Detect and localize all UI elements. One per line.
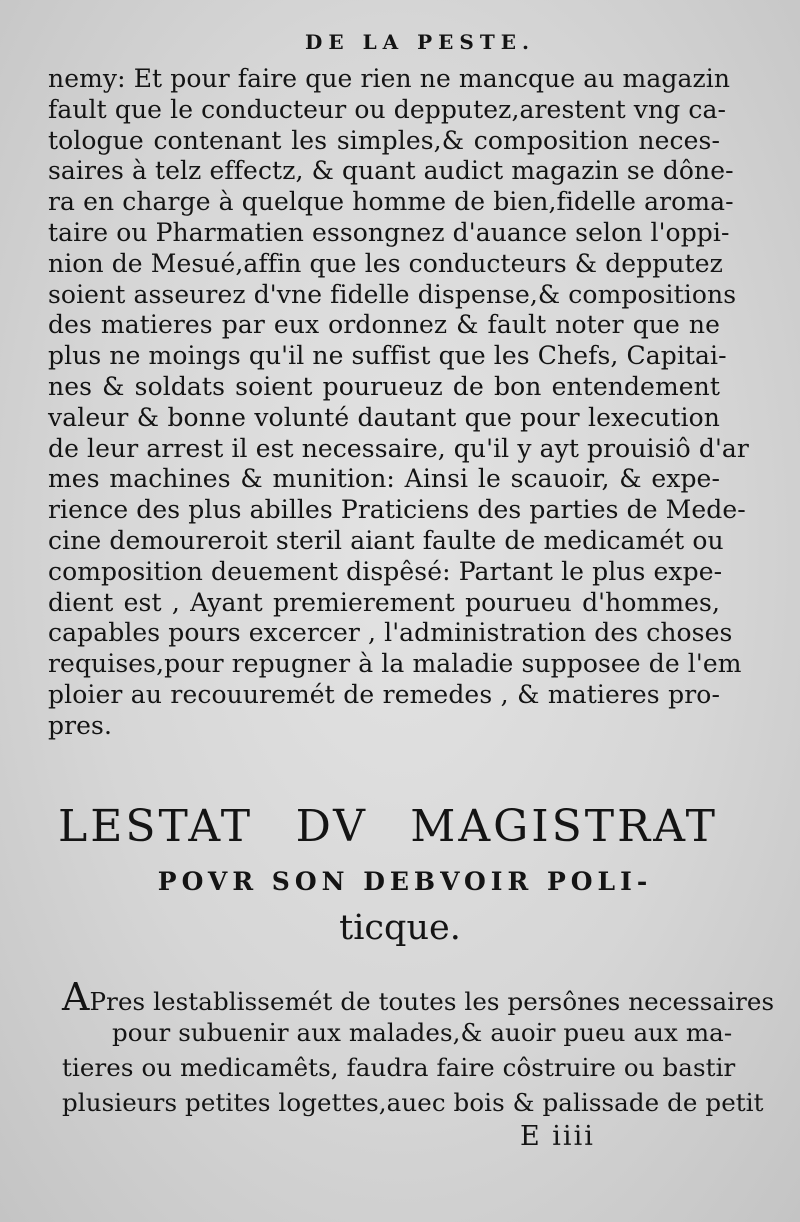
text-line [62,975,775,1019]
drop-cap: A [62,975,90,1019]
text-line: plus ne moings qu'il ne suffist que les Chefs, Capitai- [48,341,727,371]
text-line: capables pours excercer , l'administration des choses [48,618,733,648]
text-line: fault que le conducteur ou depputez,arestent vng ca- [48,94,727,124]
text-line: nemy: Et pour faire que rien ne mancque au magazin [48,64,731,93]
text-line: ra en charge à quelque homme de bien,fidelle aroma- [48,187,734,217]
text-line: de leur arrest il est necessaire, qu'il y ayt prouisiô d'ar [48,433,749,463]
text-line-rest: Pres lestablissemét de toutes les persônes necessaires [89,987,775,1016]
text-line: plusieurs petites logettes,auec bois & palissade de petit [62,1088,764,1117]
text-line: mes machines & munition: Ainsi le scauoir, & expe- [48,464,720,494]
running-head: DE LA PESTE. [305,30,535,54]
text-line: cine demoureroit steril aiant faulte de medicamét ou [48,525,724,555]
second-paragraph [62,975,775,1120]
section-subheading-end: ticque. [339,908,461,948]
text-line: pres. [48,710,113,740]
text-line: ploier au recouuremét de remedes , & matieres pro- [48,679,720,709]
text-line: requises,pour repugner à la maladie supposee de l'em [48,649,742,679]
text-line: tologue contenant les simples,& composition neces- [48,125,720,155]
text-line: rience des plus abilles Praticiens des parties de Mede- [48,495,746,525]
text-line: nes & soldats soient pourueuz de bon entendement [48,371,720,401]
section-heading: LESTAT DV MAGISTRAT [58,801,718,852]
section-subheading: POVR SON DEBVOIR POLI- [157,867,653,896]
text-line: taire ou Pharmatien essongnez d'auance selon l'oppi- [48,217,730,247]
text-line: des matieres par eux ordonnez & fault noter que ne [48,310,720,340]
signature-mark: E iiii [520,1121,595,1152]
text-line: pour subuenir aux malades,& auoir pueu aux ma- [112,1018,733,1047]
text-line: dient est , Ayant premierement pourueu d'hommes, [48,587,720,617]
text-line: valeur & bonne volunté dautant que pour lexecution [48,402,720,432]
text-line: tieres ou medicamêts, faudra faire côstruire ou bastir [62,1053,736,1082]
text-line: soient asseurez d'vne fidelle dispense,& compositions [48,279,737,309]
text-line: composition deuement dispêsé: Partant le plus expe- [48,556,723,586]
body-text [48,64,749,742]
text-line: nion de Mesué,affin que les conducteurs & depputez [48,248,723,278]
text-line: saires à telz effectz, & quant audict magazin se dône- [48,156,734,186]
